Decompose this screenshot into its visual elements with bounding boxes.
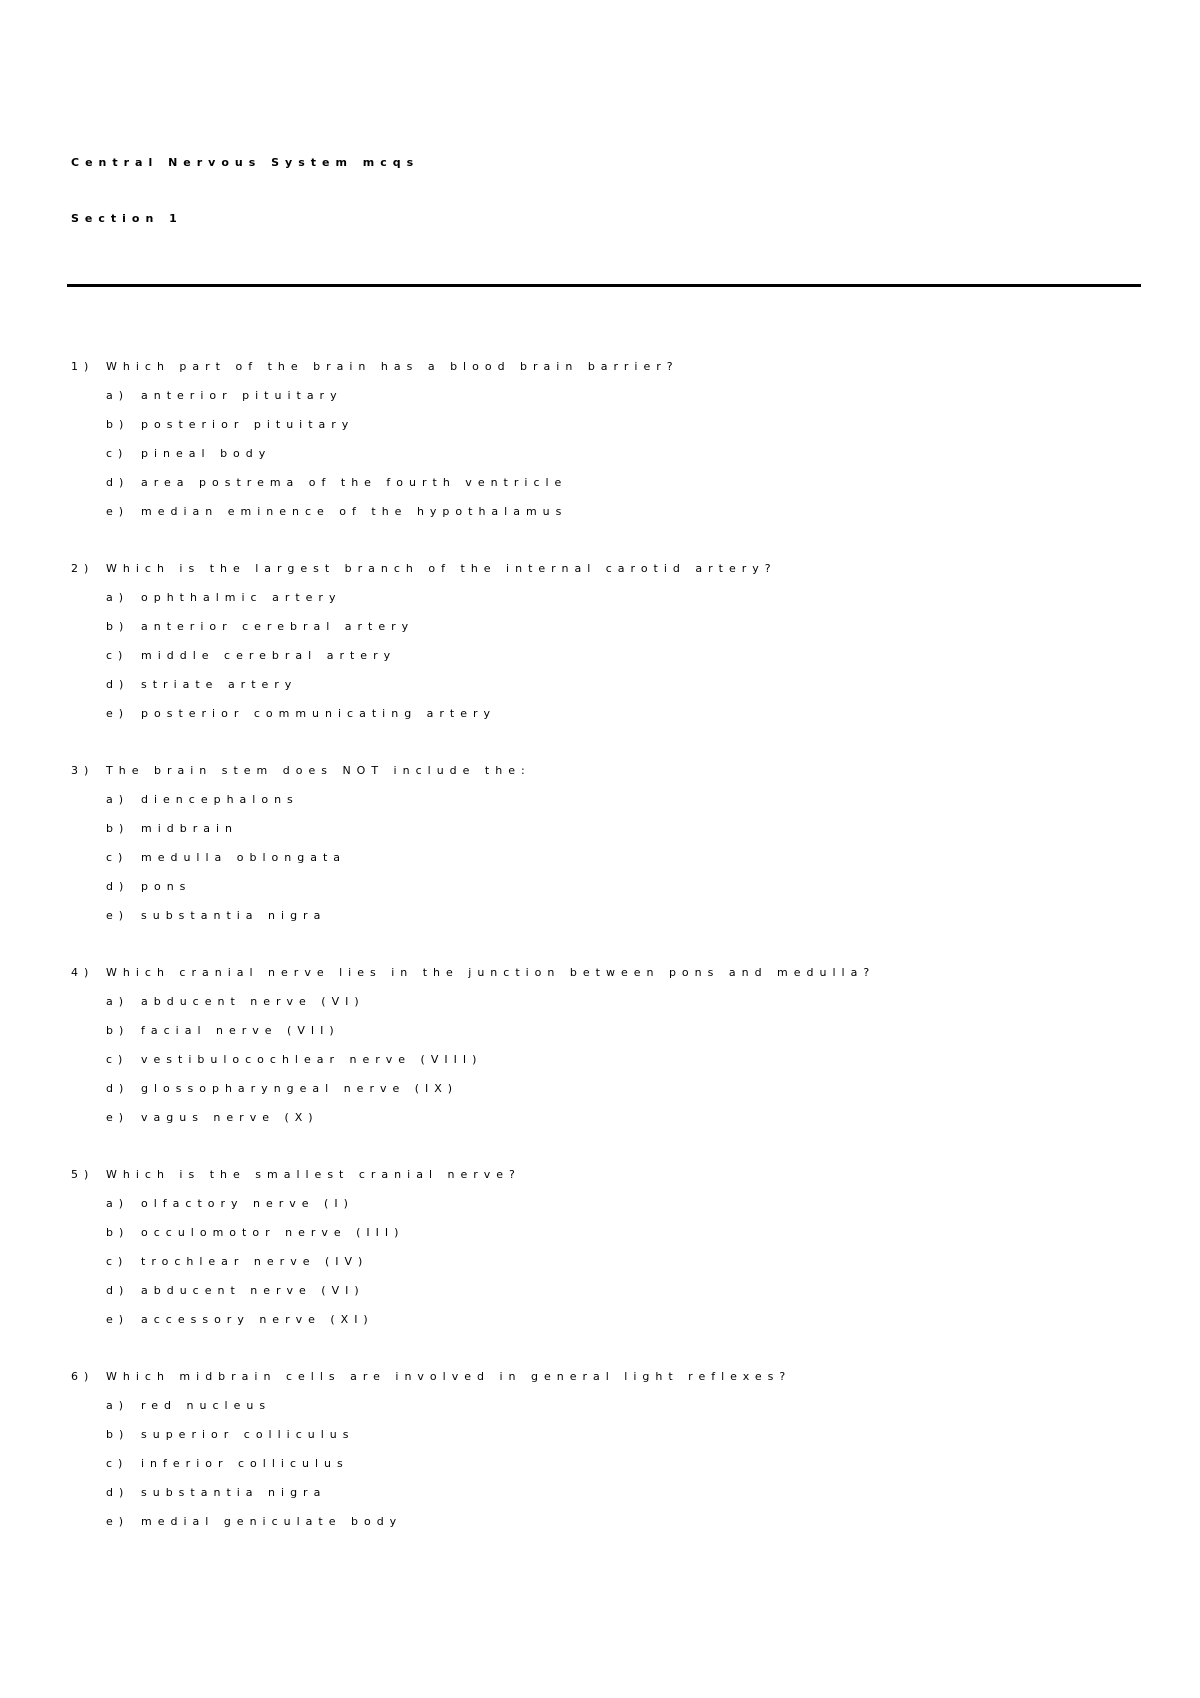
- option-a: [71, 1197, 1141, 1226]
- option-text: superior colliculus: [141, 1428, 355, 1441]
- option-letter: d): [106, 1284, 130, 1297]
- option-letter: c): [106, 1053, 129, 1066]
- question-stem: [71, 562, 1141, 591]
- option-text: anterior pituitary: [141, 389, 343, 402]
- question-text: Which is the smallest cranial nerve?: [106, 1168, 521, 1181]
- option-text: vagus nerve (X): [141, 1111, 319, 1124]
- option-letter: a): [106, 1197, 130, 1210]
- option-d: [71, 1486, 1141, 1515]
- option-b: [71, 822, 1141, 851]
- document-title: Central Nervous System mcqs: [71, 156, 420, 169]
- option-text: glossopharyngeal nerve (IX): [141, 1082, 459, 1095]
- option-text: pineal body: [141, 447, 272, 460]
- option-text: middle cerebral artery: [141, 649, 397, 662]
- option-text: red nucleus: [141, 1399, 272, 1412]
- option-text: area postrema of the fourth ventricle: [141, 476, 568, 489]
- option-letter: b): [106, 418, 130, 431]
- option-letter: e): [106, 1313, 130, 1326]
- option-b: [71, 1428, 1141, 1457]
- question-text: Which midbrain cells are involved in general light reflexes?: [106, 1370, 792, 1383]
- option-text: olfactory nerve (I): [141, 1197, 354, 1210]
- question-1: [71, 360, 1141, 562]
- option-text: pons: [141, 880, 192, 893]
- option-letter: c): [106, 1457, 129, 1470]
- option-text: median eminence of the hypothalamus: [141, 505, 568, 518]
- option-letter: d): [106, 1082, 130, 1095]
- option-letter: a): [106, 995, 130, 1008]
- option-text: abducent nerve (VI): [141, 1284, 365, 1297]
- option-letter: b): [106, 1226, 130, 1239]
- option-d: [71, 678, 1141, 707]
- question-list: [71, 360, 1141, 1572]
- option-text: ophthalmic artery: [141, 591, 342, 604]
- option-d: [71, 1082, 1141, 1111]
- question-stem: [71, 764, 1141, 793]
- option-c: [71, 1457, 1141, 1486]
- option-text: striate artery: [141, 678, 298, 691]
- option-a: [71, 1399, 1141, 1428]
- option-letter: b): [106, 1024, 130, 1037]
- option-text: midbrain: [141, 822, 239, 835]
- question-4: [71, 966, 1141, 1168]
- option-text: facial nerve (VII): [141, 1024, 340, 1037]
- option-b: [71, 620, 1141, 649]
- option-e: [71, 707, 1141, 736]
- option-c: [71, 447, 1141, 476]
- question-number: 1): [71, 360, 95, 373]
- option-text: occulomotor nerve (III): [141, 1226, 405, 1239]
- option-letter: b): [106, 620, 130, 633]
- question-5: [71, 1168, 1141, 1370]
- option-d: [71, 880, 1141, 909]
- option-d: [71, 476, 1141, 505]
- option-e: [71, 1111, 1141, 1140]
- option-letter: b): [106, 822, 130, 835]
- question-stem: [71, 966, 1141, 995]
- option-c: [71, 1053, 1141, 1082]
- question-number: 3): [71, 764, 95, 777]
- question-text: Which cranial nerve lies in the junction between pons and medulla?: [106, 966, 876, 979]
- question-6: [71, 1370, 1141, 1572]
- option-text: medulla oblongata: [141, 851, 347, 864]
- option-text: accessory nerve (XI): [141, 1313, 374, 1326]
- option-letter: d): [106, 880, 130, 893]
- option-c: [71, 649, 1141, 678]
- option-letter: a): [106, 591, 130, 604]
- question-3: [71, 764, 1141, 966]
- question-number: 4): [71, 966, 95, 979]
- option-letter: e): [106, 505, 130, 518]
- option-e: [71, 505, 1141, 534]
- option-text: anterior cerebral artery: [141, 620, 415, 633]
- question-number: 5): [71, 1168, 95, 1181]
- option-letter: c): [106, 1255, 129, 1268]
- option-letter: e): [106, 909, 130, 922]
- question-2: [71, 562, 1141, 764]
- option-e: [71, 1313, 1141, 1342]
- option-e: [71, 1515, 1141, 1544]
- question-text: Which is the largest branch of the internal carotid artery?: [106, 562, 777, 575]
- question-text: The brain stem does NOT include the:: [106, 764, 531, 777]
- option-c: [71, 1255, 1141, 1284]
- option-letter: a): [106, 1399, 130, 1412]
- question-number: 6): [71, 1370, 95, 1383]
- option-a: [71, 389, 1141, 418]
- option-text: posterior communicating artery: [141, 707, 497, 720]
- option-b: [71, 418, 1141, 447]
- option-letter: d): [106, 1486, 130, 1499]
- section-heading: Section 1: [71, 212, 183, 225]
- option-letter: c): [106, 447, 129, 460]
- option-letter: d): [106, 476, 130, 489]
- option-letter: d): [106, 678, 130, 691]
- question-stem: [71, 360, 1141, 389]
- option-d: [71, 1284, 1141, 1313]
- option-a: [71, 793, 1141, 822]
- option-text: substantia nigra: [141, 909, 327, 922]
- horizontal-rule: [67, 284, 1141, 287]
- option-letter: c): [106, 649, 129, 662]
- option-letter: e): [106, 707, 130, 720]
- option-e: [71, 909, 1141, 938]
- option-letter: e): [106, 1515, 130, 1528]
- option-a: [71, 591, 1141, 620]
- option-text: abducent nerve (VI): [141, 995, 365, 1008]
- question-number: 2): [71, 562, 95, 575]
- option-text: medial geniculate body: [141, 1515, 403, 1528]
- question-text: Which part of the brain has a blood brain barrier?: [106, 360, 679, 373]
- option-text: inferior colliculus: [141, 1457, 349, 1470]
- question-stem: [71, 1370, 1141, 1399]
- option-b: [71, 1226, 1141, 1255]
- option-letter: c): [106, 851, 129, 864]
- question-stem: [71, 1168, 1141, 1197]
- option-text: posterior pituitary: [141, 418, 355, 431]
- option-letter: b): [106, 1428, 130, 1441]
- option-letter: e): [106, 1111, 130, 1124]
- option-letter: a): [106, 793, 130, 806]
- option-letter: a): [106, 389, 130, 402]
- option-c: [71, 851, 1141, 880]
- option-a: [71, 995, 1141, 1024]
- option-b: [71, 1024, 1141, 1053]
- option-text: diencephalons: [141, 793, 299, 806]
- option-text: vestibulocochlear nerve (VIII): [141, 1053, 483, 1066]
- option-text: substantia nigra: [141, 1486, 327, 1499]
- option-text: trochlear nerve (IV): [141, 1255, 369, 1268]
